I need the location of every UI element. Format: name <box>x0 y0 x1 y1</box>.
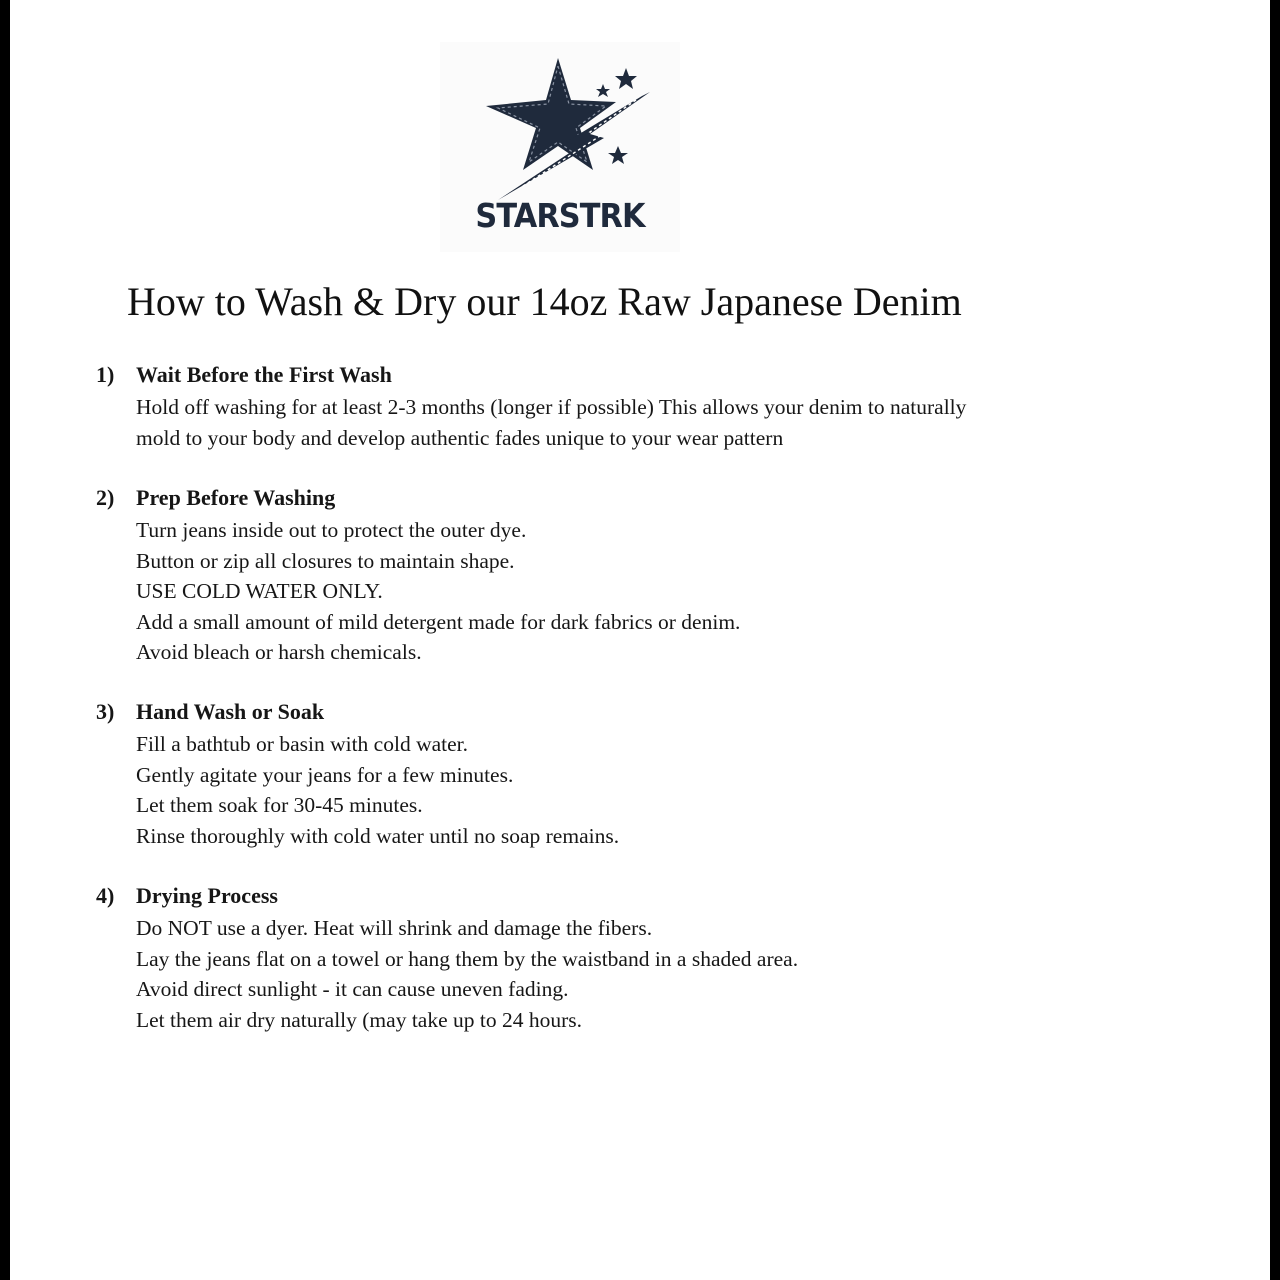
instruction-line: Fill a bathtub or basin with cold water. <box>136 732 469 756</box>
section-heading: Drying Process <box>136 883 278 908</box>
instruction-line: Rinse thoroughly with cold water until no soap remains. <box>136 823 620 848</box>
instruction-line: Hold off washing for at least 2-3 months (longer if possible) This allows your denim to naturally <box>136 395 967 419</box>
section-number: 4) <box>96 883 115 908</box>
instruction-line: Turn jeans inside out to protect the outer dye. <box>136 518 527 542</box>
section-body <box>136 392 966 453</box>
instruction-line: Do NOT use a dyer. Heat will shrink and damage the fibers. <box>136 916 653 940</box>
section-number: 1) <box>96 362 115 387</box>
instruction-line: Avoid direct sunlight - it can cause uneven fading. <box>136 977 569 1001</box>
section-number: 3) <box>96 699 115 724</box>
section-body <box>136 729 619 851</box>
section-body <box>136 515 740 668</box>
instruction-line: Avoid bleach or harsh chemicals. <box>136 640 422 664</box>
instruction-line: Let them soak for 30-45 minutes. <box>136 793 423 817</box>
section-body <box>136 913 798 1035</box>
instruction-line: Add a small amount of mild detergent made for dark fabrics or denim. <box>136 609 741 634</box>
section-heading: Wait Before the First Wash <box>136 362 392 387</box>
star-lightning-logo-icon <box>440 42 680 202</box>
document-page <box>10 0 1270 1280</box>
page-title: How to Wash & Dry our 14oz Raw Japanese Denim <box>127 279 962 324</box>
instruction-line: Button or zip all closures to maintain shape. <box>136 548 515 573</box>
instruction-line: mold to your body and develop authentic fades unique to your wear pattern <box>136 425 784 450</box>
section-heading: Prep Before Washing <box>136 485 336 510</box>
section-heading: Hand Wash or Soak <box>136 699 325 724</box>
instruction-line: USE COLD WATER ONLY. <box>136 579 383 603</box>
instruction-line: Lay the jeans flat on a towel or hang them by the waistband in a shaded area. <box>136 946 799 971</box>
instruction-line: Gently agitate your jeans for a few minutes. <box>136 762 514 787</box>
brand-logo <box>440 42 680 252</box>
instruction-line: Let them air dry naturally (may take up to 24 hours. <box>136 1007 582 1032</box>
section-number: 2) <box>96 485 115 510</box>
brand-name: STARSTRK <box>475 196 645 235</box>
